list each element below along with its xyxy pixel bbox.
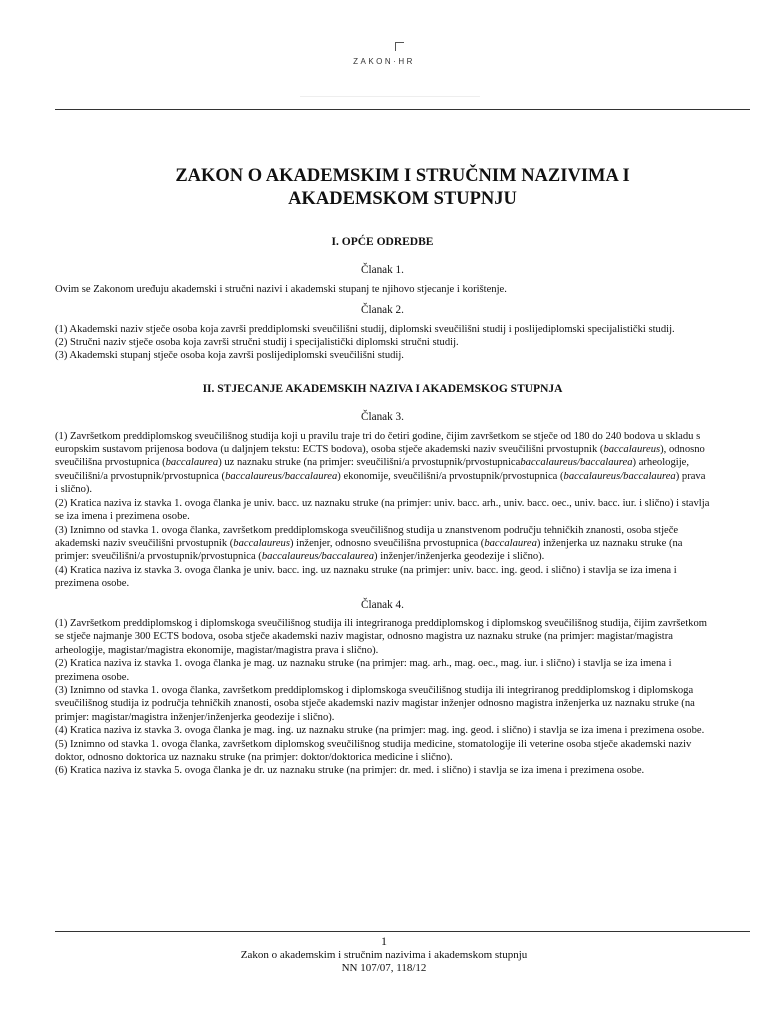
- article-1-label: Članak 1.: [361, 264, 404, 277]
- document-title: [55, 165, 750, 211]
- text-run: ) uz naznaku struke (na primjer: sveučilišni/a prvostupnik/prvostupnica: [218, 457, 521, 469]
- article-4-paragraph-6: (6) Kratica naziva iz stavka 5. ovoga članka je dr. uz naznaku struke (na primjer: dr. med. i slično) i stavlja se iza imena i prezimena osobe.: [55, 765, 645, 777]
- section-heading-1: I. OPĆE ODREDBE: [331, 236, 434, 248]
- footer-divider: [55, 931, 750, 932]
- article-2-label: Članak 2.: [361, 304, 404, 317]
- logo-divider: [300, 96, 480, 97]
- page-footer: [0, 935, 768, 976]
- title-line-1: ZAKON O AKADEMSKIM I STRUČNIM NAZIVIMA I: [175, 166, 630, 186]
- header-divider: [55, 109, 750, 110]
- article-4-paragraph-5: (5) Iznimno od stavka 1. ovoga članka, završetkom diplomskog sveučilišnog studija medicine, stomatologije ili veterine osoba stječe akademski naziv doktor, odnosno doktorica uz naznaku struke (na primjer: doktor/doktorica medicine i slično).: [55, 738, 692, 763]
- section-heading-2: II. STJECANJE AKADEMSKIH NAZIVA I AKADEMSKOG STUPNJA: [202, 382, 563, 395]
- footer-title: Zakon o akademskim i stručnim nazivima i akademskom stupnju: [240, 948, 528, 961]
- footer-gazette-ref: NN 107/07, 118/12: [341, 962, 427, 974]
- article-3-label: Članak 3.: [361, 411, 404, 424]
- italic-term: baccalaurea: [484, 537, 537, 549]
- article-3-paragraph-4: (4) Kratica naziva iz stavka 3. ovoga članka je univ. bacc. ing. uz naznaku struke (na primjer: univ. bacc. ing. geod. i slično) i stavlja se iza imena i prezimena osobe.: [55, 564, 677, 590]
- italic-term: baccalaureus: [233, 537, 290, 549]
- article-4-paragraph-3: (3) Iznimno od stavka 1. ovoga članka, završetkom preddiplomskog i diplomskoga sveučilišnog studija ili integriranog preddiplomskog i diplomskoga sveučilišnog studija iz područja tehničkih znanosti, osoba stječe akademski naziv magistar inženjer odnosno magistra inženjerka uz naznaku struke (na primjer: magistar/magistra inženjer/inženjerka geodezije i slično).: [55, 684, 695, 723]
- text-run: ) prava i slično).: [55, 470, 706, 496]
- text-run: (1) Završetkom preddiplomskog sveučilišnog studija koji u pravilu traje tri do četiri godine, čijim završetkom se stječe od 180 do 240 bodova u skladu s europskim sustavom prijenosa bodova (u daljnjem tekstu: ECTS bodova), osoba stječe akademski naziv sveučilišni prvostupnik (: [55, 430, 701, 456]
- italic-term: baccalaureus: [603, 444, 661, 456]
- text-run: (3) Iznimno od stavka 1. ovoga članka, završetkom preddiplomskoga sveučilišnog studija u znanstvenom području tehničkih znanosti, osoba stječe akademski naziv sveučilišni prvostupnik (: [55, 524, 679, 549]
- italic-term: baccalaureus/baccalaurea: [563, 470, 676, 482]
- italic-term: baccalaureus/baccalaurea: [225, 470, 338, 482]
- italic-term: baccalaureus/baccalaurea: [261, 551, 375, 563]
- text-run: ) inženjer, odnosno sveučilišna prvostupnica (: [289, 537, 485, 549]
- article-4-paragraph-1: (1) Završetkom preddiplomskog i diplomskoga sveučilišnog studija ili integriranoga preddiplomskog i diplomskog sveučilišnog studija, čijim završetkom se stječe najmanje 300 ECTS bodova, osoba stječe akademski naziv magistar, odnosno magistra uz naznaku struke (na primjer: magistar/magistra arheologije, magistar/magistra ekonomije, magistar/magistra prava i slično).: [55, 617, 708, 656]
- logo-mark-icon: [395, 42, 404, 51]
- article-2-paragraph-1: (1) Akademski naziv stječe osoba koja završi preddiplomski sveučilišni studij, diplomski sveučilišni studij i poslijediplomski specijalistički studij.: [55, 323, 675, 335]
- italic-term: baccalaureus/baccalaurea: [520, 457, 633, 469]
- article-2-paragraph-2: (2) Stručni naziv stječe osoba koja završi stručni studij i specijalistički diplomski stručni studij.: [55, 337, 459, 349]
- article-3-paragraph-1: [55, 430, 710, 497]
- text-run: ), odnosno sveučilišna prvostupnica (: [55, 444, 705, 469]
- article-3-paragraph-3: [55, 524, 710, 564]
- text-run: ) inženjer/inženjerka geodezije i slično).: [374, 551, 545, 563]
- title-line-2: AKADEMSKOM STUPNJU: [288, 189, 517, 209]
- article-1-paragraph-1: Ovim se Zakonom uređuju akademski i stručni nazivi i akademski stupanj te njihovo stjecanje i korištenje.: [55, 283, 507, 295]
- document-body: [55, 236, 710, 778]
- article-2-paragraph-3: (3) Akademski stupanj stječe osoba koja završi poslijediplomski sveučilišni studij.: [55, 350, 404, 362]
- text-run: ) inženjerka uz naznaku struke (na primjer: sveučilišni/a prvostupnik/prvostupnica (: [55, 537, 683, 563]
- logo-text: ZAKON·HR: [353, 57, 415, 66]
- page-number: 1: [381, 934, 387, 948]
- article-4-paragraph-4: (4) Kratica naziva iz stavka 3. ovoga članka je mag. ing. uz naznaku struke (na primjer: mag. ing. geod. i slično) i stavlja se iza imena i prezimena osobe.: [55, 725, 705, 737]
- article-4-label: Članak 4.: [361, 598, 404, 611]
- italic-term: baccalaurea: [165, 457, 219, 469]
- text-run: ) arheologije, sveučilišni/a prvostupnik/prvostupnica (: [55, 457, 689, 482]
- article-4-paragraph-2: (2) Kratica naziva iz stavka 1. ovoga članka je mag. uz naznaku struke (na primjer: mag. arh., mag. oec., mag. iur. i slično) i stavlja se iza imena i prezimena osobe.: [55, 658, 672, 683]
- text-run: ) ekonomije, sveučilišni/a prvostupnik/prvostupnica (: [337, 470, 564, 482]
- article-3-paragraph-2: (2) Kratica naziva iz stavka 1. ovoga članka je univ. bacc. uz naznaku struke (na primjer: univ. bacc. arh., univ. bacc. oec., univ. bacc. iur. i slično) i stavlja se iza imena i prezimena osobe.: [55, 497, 710, 523]
